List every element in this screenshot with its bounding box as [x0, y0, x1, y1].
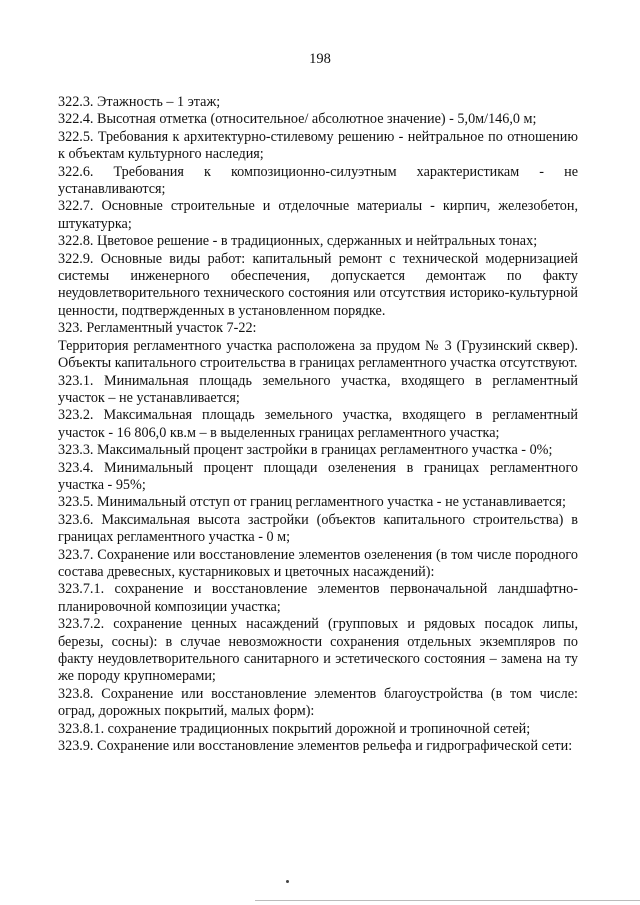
- paragraph-322-6: 322.6. Требования к композиционно-силуэтным характеристикам - не устанавливаются;: [58, 163, 578, 198]
- paragraph-322-8: 322.8. Цветовое решение - в традиционных, сдержанных и нейтральных тонах;: [58, 233, 538, 250]
- paragraph-323-6: 323.6. Максимальная высота застройки (объектов капитального строительства) в границах регламентного участка - 0 м;: [58, 511, 578, 546]
- paragraph-322-3: 322.3. Этажность – 1 этаж;: [58, 94, 221, 110]
- paragraph-322-5: 322.5. Требования к архитектурно-стилевому решению - нейтральное по отношению к объектам культурного наследия;: [58, 128, 578, 163]
- paragraph-323-5: 323.5. Минимальный отступ от границ регламентного участка - не устанавливается;: [58, 494, 566, 511]
- scan-bottom-edge: [255, 900, 640, 901]
- paragraph-322-7: 322.7. Основные строительные и отделочные материалы - кирпич, железобетон, штукатурка;: [58, 198, 578, 232]
- paragraph-323-1: 323.1. Минимальная площадь земельного участка, входящего в регламентный участок – не устанавливается;: [58, 372, 578, 406]
- paragraph-323-7: 323.7. Сохранение или восстановление элементов озеленения (в том числе породного состава древесных, кустарниковых и цветочных насаждений):: [58, 546, 578, 580]
- paragraph-territory: Территория регламентного участка расположена за прудом № 3 (Грузинский сквер). Объекты капитального строительства в границах регламентного участка отсутствуют.: [58, 337, 578, 372]
- paragraph-322-4: 322.4. Высотная отметка (относительное/ абсолютное значение) - 5,0м/146,0 м;: [58, 111, 537, 128]
- section-heading-323: 323. Регламентный участок 7-22:: [58, 320, 257, 337]
- paragraph-322-9: 322.9. Основные виды работ: капитальный ремонт с технической модернизацией системы инженерного обеспечения, допускается демонтаж по факту неудовлетворительного технического состояния или отсутствия историко-культурной ценности, подтвержденных в установленном порядке.: [58, 250, 578, 319]
- paragraph-323-7-2: 323.7.2. сохранение ценных насаждений (групповых и рядовых посадок липы, березы, сосны): в случае невозможности сохранения отдельных экземпляров по факту неудовлетворительного санитарного и эстетического состояния – замена на ту же породу крупномерами;: [58, 616, 578, 685]
- paragraph-323-3: 323.3. Максимальный процент застройки в границах регламентного участка - 0%;: [58, 442, 553, 459]
- page-number: 198: [309, 51, 331, 67]
- document-body: [58, 94, 578, 755]
- paragraph-323-2: 323.2. Максимальная площадь земельного участка, входящего в регламентный участок - 16 806,0 кв.м – в выделенных границах регламентного участка;: [58, 407, 578, 441]
- paragraph-323-9: 323.9. Сохранение или восстановление элементов рельефа и гидрографической сети:: [58, 738, 573, 755]
- scan-speck: [286, 880, 289, 883]
- paragraph-323-8-1: 323.8.1. сохранение традиционных покрытий дорожной и тропиночной сетей;: [58, 720, 531, 737]
- paragraph-323-4: 323.4. Минимальный процент площади озеленения в границах регламентного участка - 95%;: [58, 459, 578, 493]
- paragraph-323-7-1: 323.7.1. сохранение и восстановление элементов первоначальной ландшафтно-планировочной композиции участка;: [58, 581, 578, 615]
- paragraph-323-8: 323.8. Сохранение или восстановление элементов благоустройства (в том числе: оград, дорожных покрытий, малых форм):: [58, 685, 578, 720]
